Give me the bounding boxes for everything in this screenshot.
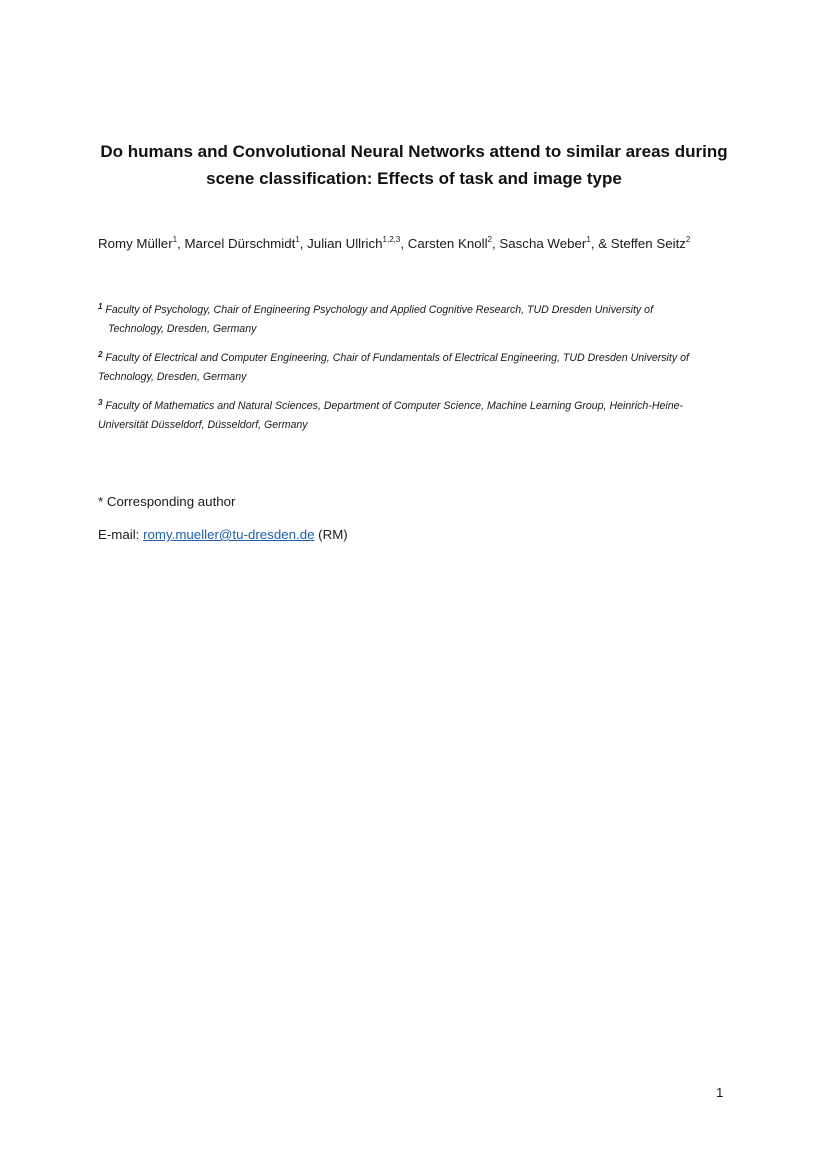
affiliation-1 <box>98 301 738 339</box>
affiliation-2 <box>98 349 738 387</box>
affiliation-3 <box>98 397 738 435</box>
author-separator: , <box>177 236 185 251</box>
affiliation-line <box>98 397 738 416</box>
title-line-1: Do humans and Convolutional Neural Networks attend to similar areas during <box>100 142 728 161</box>
author-separator: , <box>492 236 500 251</box>
affiliation-line <box>98 349 738 368</box>
affiliation-number: 2 <box>98 350 103 359</box>
author-affil-marker: 2 <box>487 235 492 244</box>
author-name: Julian Ullrich <box>307 236 383 251</box>
email-line <box>98 527 348 542</box>
affiliation-continuation: Universität Düsseldorf, Düsseldorf, Germany <box>98 419 308 431</box>
author-affil-marker: 2 <box>685 235 691 244</box>
corresponding-author-label: * Corresponding author <box>98 494 236 509</box>
author-affil-marker: 1,2,3 <box>382 235 401 244</box>
paper-title <box>70 138 758 192</box>
author-affil-marker: 1 <box>295 235 300 244</box>
author-separator: , & <box>590 236 611 251</box>
author-name: Carsten Knoll <box>407 236 488 251</box>
email-prefix: E-mail: <box>98 527 144 542</box>
author-name: Steffen Seitz <box>610 236 686 251</box>
author-affil-marker: 1 <box>172 235 178 244</box>
author-separator: , <box>299 236 308 251</box>
author-affil-marker: 1 <box>586 235 591 244</box>
affiliation-continuation: Technology, Dresden, Germany <box>98 371 247 383</box>
affiliation-line <box>98 301 738 320</box>
email-link[interactable]: romy.mueller@tu-dresden.de <box>143 527 315 542</box>
affiliation-continuation: Technology, Dresden, Germany <box>108 323 257 335</box>
page-number: 1 <box>716 1085 724 1100</box>
author-separator: , <box>400 236 408 251</box>
title-line-2: scene classification: Effects of task and image type <box>206 169 622 188</box>
affiliation-text: Faculty of Electrical and Computer Engineering, Chair of Fundamentals of Electrical Engineering, TUD Dresden University of <box>105 352 689 364</box>
author-name: Marcel Dürschmidt <box>184 236 296 251</box>
author-name: Sascha Weber <box>499 236 587 251</box>
author-list <box>98 236 778 251</box>
affiliation-text: Faculty of Mathematics and Natural Sciences, Department of Computer Science, Machine Learning Group, Heinrich-Heine- <box>105 400 684 412</box>
email-suffix: (RM) <box>314 527 348 542</box>
affiliation-number: 1 <box>98 302 103 311</box>
author-name: Romy Müller <box>98 236 173 251</box>
affiliation-number: 3 <box>98 398 103 407</box>
affiliation-text: Faculty of Psychology, Chair of Engineering Psychology and Applied Cognitive Research, TUD Dresden University of <box>105 304 654 316</box>
